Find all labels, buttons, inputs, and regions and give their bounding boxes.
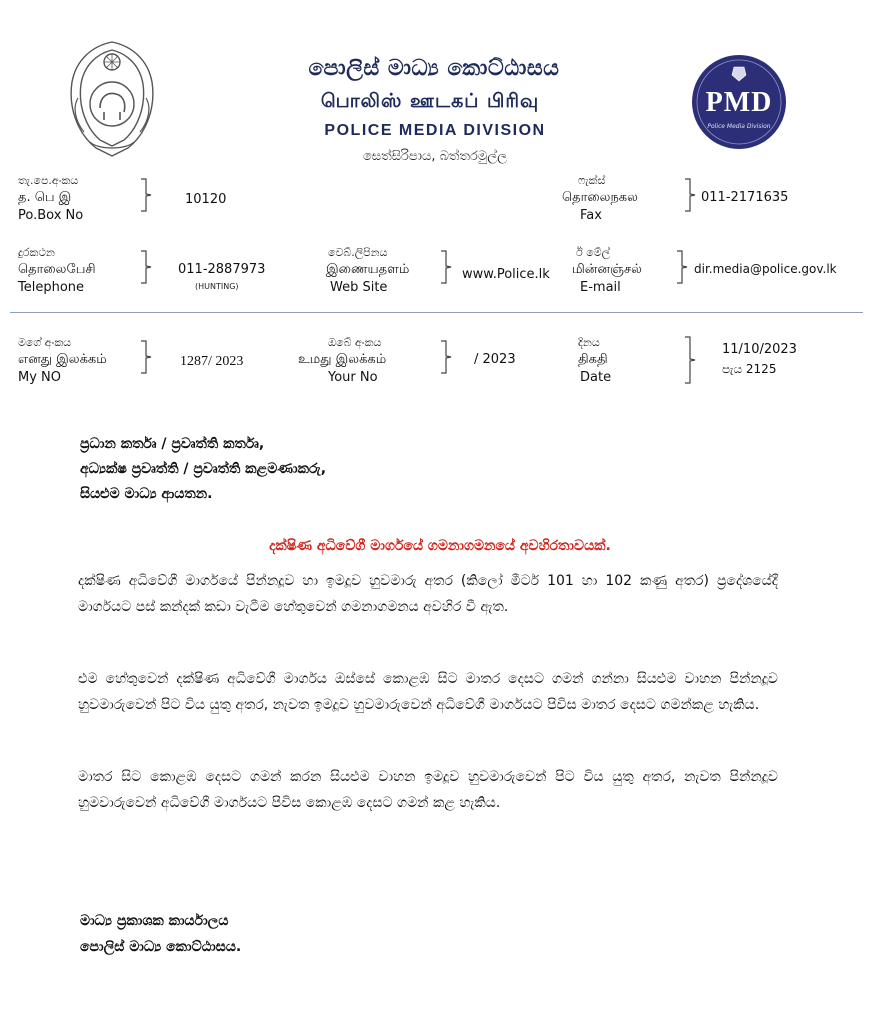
bracket-icon: [676, 250, 688, 284]
bracket-icon: [440, 340, 452, 374]
pobox-label-en: Po.Box No: [18, 208, 84, 223]
website-label-si: වෙබ්.ලිපිනය: [328, 246, 388, 259]
body-paragraph: එම හේතුවෙන් දක්ෂිණ අධිවේගී මාර්ගය ඔස්සේ කොළඹ සිට මාතර දෙසට ගමන් ගන්නා සියළුම වාහන පින්නදූව හුවමාරුවෙන් පිට විය යුතු අතර, නැවත ඉමදූව හුවමාරුවෙන් අධිවේගී මාර්ගයට පිවිස මාතර දෙසට ගමන්කළ හැකිය.: [78, 671, 778, 713]
website-label-ta: இணையதளம்: [326, 262, 410, 277]
signature-line: පොලිස් මාධ්‍ය කොට්ඨාසය.: [80, 939, 242, 955]
fax-label-en: Fax: [580, 208, 602, 223]
fax-value: 011-2171635: [701, 190, 789, 205]
title-english: POLICE MEDIA DIVISION: [324, 122, 546, 139]
pobox-label-ta: த. பெ இ: [18, 190, 72, 205]
title-sinhala: පොලිස් මාධ්‍ය කොට්ඨාසය: [308, 56, 560, 81]
fax-label-ta: தொலைநகல: [562, 190, 638, 205]
website-value[interactable]: www.Police.lk: [462, 267, 550, 282]
myno-label-si: මගේ අංකය: [18, 336, 72, 349]
email-label-en: E-mail: [580, 280, 621, 295]
body-paragraph: මාතර සිට කොළඹ දෙසට ගමන් කරන සියළුම වාහන ඉමදූව හුවමාරුවෙන් පිට විය යුතු අතර, නැවත පින්නදූව හුමවාරුවෙන් අධිවේගී මාර්ගයට පිවිස කොළඹ දෙසට ගමන් කළ හැකිය.: [78, 769, 778, 811]
title-tamil: பொலிஸ் ஊடகப் பிரிவு: [320, 90, 540, 112]
telephone-label-si: දුරකථන: [18, 246, 55, 259]
date-label-en: Date: [580, 370, 612, 385]
fax-label-si: ෆැක්ස්: [578, 174, 606, 187]
yourno-label-si: ඔබේ අංකය: [328, 336, 382, 349]
date-label-si: දිනය: [578, 336, 600, 349]
subject-heading: දක්ෂිණ අධිවේගී මාර්ගයේ ගමනාගමනයේ අවහිරතාවයක්.: [269, 538, 611, 554]
email-label-ta: மின்னஞ்சல்: [572, 262, 642, 277]
pobox-value: 10120: [185, 192, 227, 207]
addressee-line: සියළුම මාධ්‍ය ආයතන.: [80, 486, 213, 502]
bracket-icon: [140, 178, 152, 212]
pmd-logo-text: PMD: [705, 87, 773, 118]
website-label-en: Web Site: [330, 280, 388, 295]
yourno-label-ta: உமது இலக்கம்: [298, 352, 387, 367]
telephone-value: 011-2887973: [178, 262, 266, 277]
date-label-ta: திகதி: [578, 352, 608, 367]
myno-label-ta: எனது இலக்கம்: [18, 352, 107, 367]
divider-line: [10, 312, 863, 313]
bracket-icon: [440, 250, 452, 284]
email-value[interactable]: dir.media@police.gov.lk: [694, 262, 837, 276]
time-value: පැය 2125: [722, 362, 777, 376]
addressee-block: [80, 432, 680, 507]
bracket-icon: [140, 250, 152, 284]
addressee-line: ප්‍රධාන කර්තෘ / ප්‍රවෘත්ති කර්තෘ,: [80, 436, 265, 452]
yourno-label-en: Your No: [328, 370, 378, 385]
signature-line: මාධ්‍ය ප්‍රකාශක කාර්යාලය: [80, 913, 229, 929]
pobox-label-si: තැ.පෙ.අංකය: [18, 174, 79, 187]
pmd-ring-text: Police Media Division: [707, 123, 771, 130]
location-line: සෙත්සිරිපාය, බත්තරමුල්ල: [362, 149, 508, 164]
addressee-line: අධ්‍යක්ෂ ප්‍රවෘත්ති / ප්‍රවෘත්ති කළමණාකරු,: [80, 461, 327, 477]
telephone-note: (HUNTING): [195, 282, 239, 291]
date-value: 11/10/2023: [722, 342, 797, 357]
email-label-si: ඊ මේල්: [576, 246, 611, 259]
bracket-icon: [684, 178, 696, 212]
myno-label-en: My NO: [18, 370, 61, 385]
telephone-label-ta: தொலைபேசி: [18, 262, 96, 277]
bracket-icon: [684, 336, 696, 384]
bracket-icon: [140, 340, 152, 374]
yourno-value: / 2023: [474, 352, 516, 367]
police-emblem-icon: [62, 38, 162, 160]
signature-block: [80, 908, 480, 960]
body-paragraph: දක්ෂිණ අධිවේගී මාර්ගයේ පින්නදූව හා ඉමදූව හුවමාරු අතර (කිලෝ මීටර් 101 හා 102 කණු අතර) ප්‍රදේශයේදී මාර්ගයට පස් කන්දක් කඩා වැටීම හේතුවෙන් ගමනාගමනය අවහිර වී ඇත.: [78, 573, 778, 615]
telephone-label-en: Telephone: [18, 280, 85, 295]
pmd-logo: [690, 53, 788, 151]
myno-value: 1287/ 2023: [180, 354, 244, 369]
